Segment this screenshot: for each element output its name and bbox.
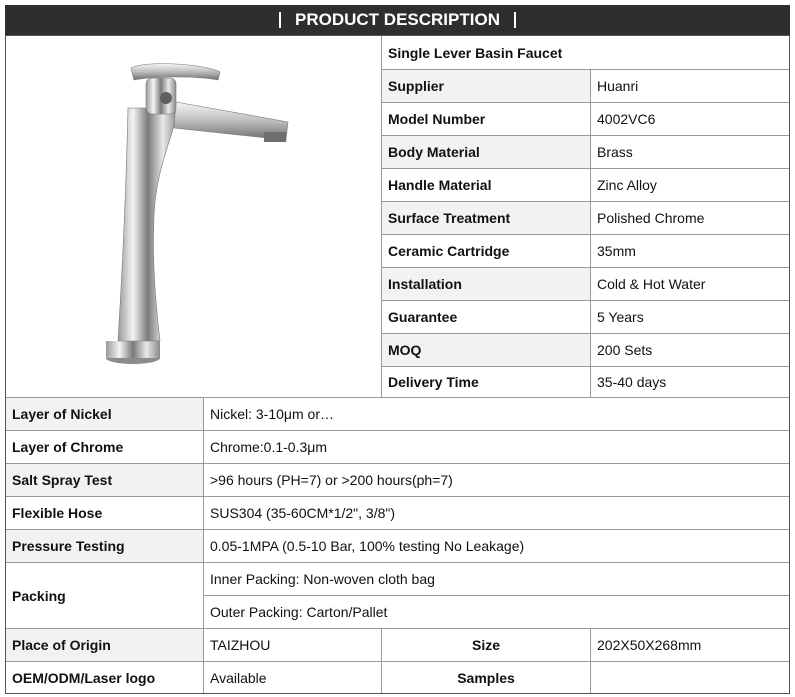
spec-value: Cold & Hot Water bbox=[591, 268, 790, 300]
spec-label: Installation bbox=[382, 268, 590, 300]
size-value: 202X50X268mm bbox=[591, 629, 790, 661]
product-title: Single Lever Basin Faucet bbox=[382, 36, 790, 69]
packing-label: Packing bbox=[6, 563, 203, 628]
spec-label: Body Material bbox=[382, 136, 590, 168]
table-border bbox=[5, 35, 790, 694]
oem-value: Available bbox=[204, 662, 381, 693]
spec-label: Supplier bbox=[382, 70, 590, 102]
size-label: Size bbox=[382, 629, 590, 661]
header-title: PRODUCT DESCRIPTION bbox=[295, 10, 500, 29]
spec-value: Zinc Alloy bbox=[591, 169, 790, 201]
detail-label: Flexible Hose bbox=[6, 497, 203, 529]
spec-label: Model Number bbox=[382, 103, 590, 135]
packing-inner: Inner Packing: Non-woven cloth bag bbox=[204, 563, 790, 595]
detail-label: Pressure Testing bbox=[6, 530, 203, 562]
detail-label: Layer of Nickel bbox=[6, 398, 203, 430]
detail-label: Layer of Chrome bbox=[6, 431, 203, 463]
spec-label: Delivery Time bbox=[382, 367, 590, 397]
samples-label: Samples bbox=[382, 662, 590, 693]
spec-label: Surface Treatment bbox=[382, 202, 590, 234]
detail-value: Nickel: 3-10μm or… bbox=[204, 398, 790, 430]
detail-value: Chrome:0.1-0.3μm bbox=[204, 431, 790, 463]
spec-label: Handle Material bbox=[382, 169, 590, 201]
spec-label: Ceramic Cartridge bbox=[382, 235, 590, 267]
header-bar-left bbox=[279, 12, 281, 28]
spec-value: 5 Years bbox=[591, 301, 790, 333]
packing-outer: Outer Packing: Carton/Pallet bbox=[204, 596, 790, 628]
oem-label: OEM/ODM/Laser logo bbox=[6, 662, 203, 693]
spec-value: 35-40 days bbox=[591, 367, 790, 397]
spec-label: Guarantee bbox=[382, 301, 590, 333]
spec-value: Huanri bbox=[591, 70, 790, 102]
section-header bbox=[5, 5, 790, 35]
spec-value: 35mm bbox=[591, 235, 790, 267]
detail-value: 0.05-1MPA (0.5-10 Bar, 100% testing No Leakage) bbox=[204, 530, 790, 562]
spec-label: MOQ bbox=[382, 334, 590, 366]
header-bar-right bbox=[514, 12, 516, 28]
detail-value: >96 hours (PH=7) or >200 hours(ph=7) bbox=[204, 464, 790, 496]
spec-value: Brass bbox=[591, 136, 790, 168]
spec-value: 200 Sets bbox=[591, 334, 790, 366]
detail-value: SUS304 (35-60CM*1/2", 3/8") bbox=[204, 497, 790, 529]
origin-value: TAIZHOU bbox=[204, 629, 381, 661]
spec-value: 4002VC6 bbox=[591, 103, 790, 135]
spec-value: Polished Chrome bbox=[591, 202, 790, 234]
detail-label: Salt Spray Test bbox=[6, 464, 203, 496]
origin-label: Place of Origin bbox=[6, 629, 203, 661]
